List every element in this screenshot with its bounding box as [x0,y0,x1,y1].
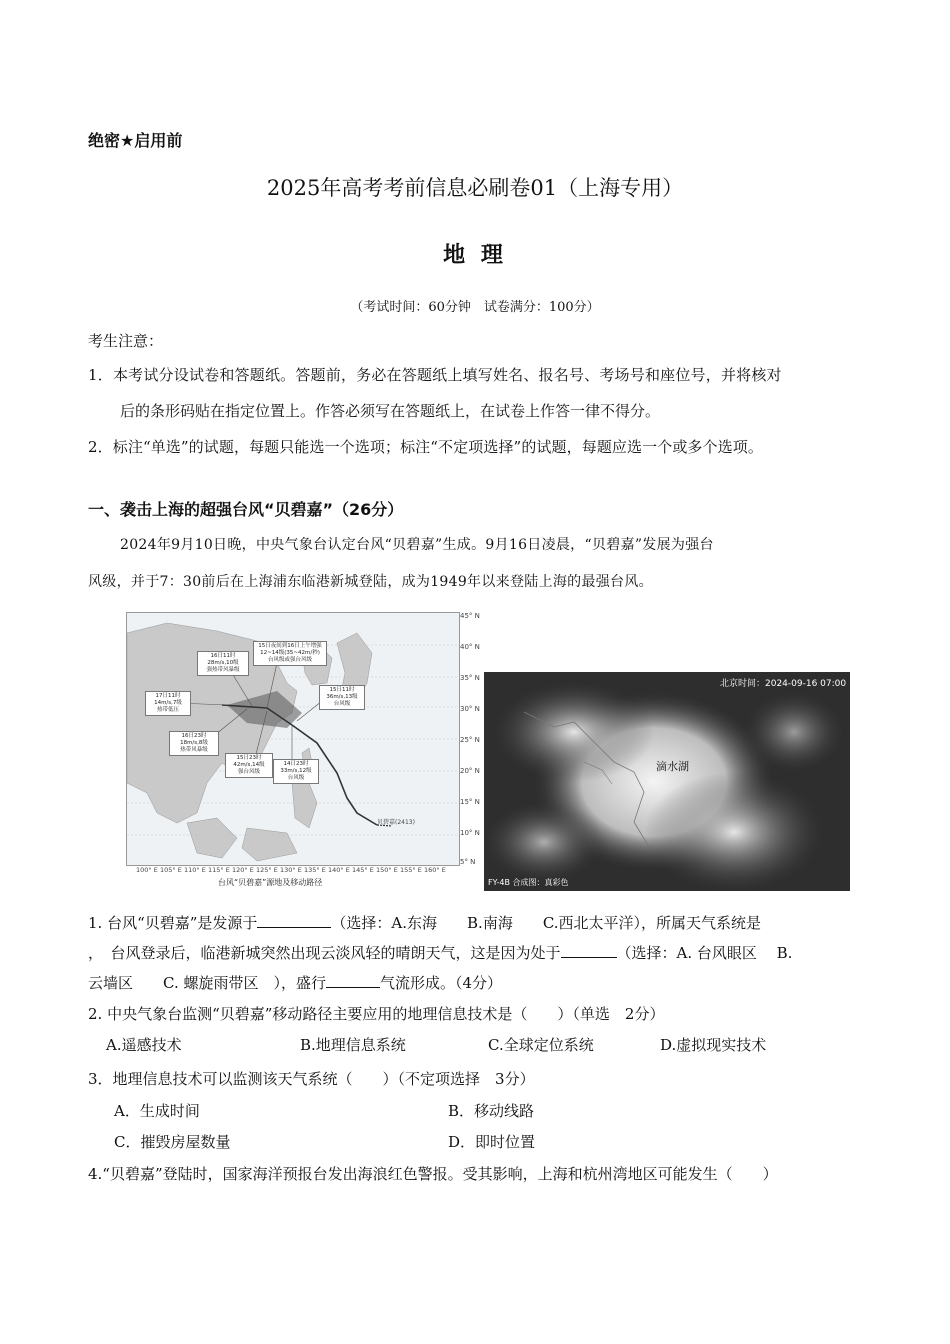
map-callout [169,731,219,756]
callout-text: 14日23时 [283,761,309,767]
callout-text: 17日11时 [155,693,181,699]
callout-text: 热带风暴级 [180,747,208,753]
callout-text: 15日11时 [329,687,355,693]
lat-tick: 35° N [460,674,480,682]
q1-text: 1. 台风“贝碧嘉”是发源于 [88,914,258,932]
callout-text: 33m/s,12级 [280,768,312,774]
satellite-source: FY-4B 合成图：真彩色 [488,878,569,887]
map-callout [319,685,365,710]
lon-tick: 145° E [352,866,374,874]
subject-title: 地 理 [443,243,507,268]
typhoon-track-map [126,612,460,866]
satellite-image [484,672,850,891]
q1-text: 气流形成。（4分） [379,974,503,992]
q1-text: 云墙区 C. 螺旋雨带区 ），盛行 [88,974,326,992]
q1-blank-zone[interactable] [561,942,617,958]
callout-text: 14m/s,7级 [154,700,182,706]
map-callout [197,651,249,676]
lon-tick: 130° E [280,866,302,874]
q2-option-b[interactable]: B.地理信息系统 [300,1036,406,1054]
intro-text-2: 风级，并于7：30前后在上海浦东临港新城登陆，成为1949年以来登陆上海的最强台风。 [88,574,653,590]
callout-text: 16日11时 [210,653,236,659]
lon-tick: 105° E [160,866,182,874]
lat-tick: 25° N [460,736,480,744]
callout-text: 28m/s,10级 [207,660,239,666]
map-callout [145,691,191,716]
callout-text: 16日23时 [181,733,207,739]
callout-text: 15日夜间到16日上午增强 [258,643,322,649]
lon-tick: 115° E [208,866,230,874]
lat-tick: 15° N [460,798,480,806]
lon-tick: 155° E [400,866,422,874]
map-caption: 台风“贝碧嘉”源地及移动路径 [218,878,323,887]
callout-text: 台风级 [287,775,305,781]
satellite-graphic [484,672,850,891]
question-1-line-2 [88,942,792,963]
lake-label: 滴水湖 [656,760,689,773]
map-callout [225,753,273,778]
callout-text: 强热带风暴级 [206,667,240,673]
section-heading: 一、袭击上海的超强台风“贝碧嘉”（26分） [88,500,404,519]
q1-text: （选择：A.东海 B.南海 C.西北太平洋），所属天气系统是 [331,914,762,932]
notice-item-1: 1．本考试分设试卷和答题纸。答题前，务必在答题纸上填写姓名、报名号、考场号和座位号，并将核对 [88,366,782,384]
callout-text: 强台风级 [237,769,260,775]
lat-tick: 5° N [460,858,476,866]
lon-tick: 100° E [136,866,158,874]
callout-text: 18m/s,8级 [180,740,208,746]
q3-option-b[interactable]: B．移动线路 [448,1102,535,1120]
page-title: 2025年高考考前信息必刷卷01（上海专用） [266,176,684,200]
callout-text: 36m/s,13级 [326,694,358,700]
lat-tick: 30° N [460,705,480,713]
map-callout [273,759,319,784]
question-1-line-3 [88,972,502,993]
callout-text: 42m/s,14级 [233,762,265,768]
q1-blank-airflow[interactable] [326,972,380,988]
lon-tick: 125° E [256,866,278,874]
lon-tick: 160° E [424,866,446,874]
lat-tick: 10° N [460,829,480,837]
callout-text: 热带低压 [156,707,179,713]
satellite-timestamp: 北京时间：2024-09-16 07:00 [720,679,847,689]
q1-blank-origin[interactable] [257,912,331,928]
notice-heading: 考生注意： [88,332,164,350]
q2-option-c[interactable]: C.全球定位系统 [488,1036,594,1054]
storm-label: 贝碧嘉(2413) [377,819,415,826]
q3-option-d[interactable]: D．即时位置 [448,1133,536,1151]
intro-text-1: 2024年9月10日晚，中央气象台认定台风“贝碧嘉”生成。9月16日凌晨，“贝碧嘉”发展为强台 [120,537,714,553]
q3-option-c[interactable]: C．摧毁房屋数量 [114,1133,231,1151]
lat-tick: 45° N [460,612,480,620]
lat-tick: 40° N [460,643,480,651]
question-4: 4.“贝碧嘉”登陆时，国家海洋预报台发出海浪红色警报。受其影响，上海和杭州湾地区可能发生（ ） [88,1165,778,1183]
callout-text: 台风级或强台风级 [267,657,312,663]
lon-tick: 120° E [232,866,254,874]
lon-tick: 150° E [376,866,398,874]
callout-text: 12~14级(35~42m/秒) [260,650,320,656]
secret-label: 绝密★启用前 [88,131,183,150]
q1-text: （选择：A. 台风眼区 B. [616,944,793,962]
map-callout [253,641,327,666]
q1-text: ， 台风登录后，临港新城突然出现云淡风轻的晴朗天气，这是因为处于 [88,944,561,962]
lon-tick: 110° E [184,866,206,874]
lon-tick: 140° E [328,866,350,874]
exam-info: （考试时间：60分钟 试卷满分：100分） [350,300,600,315]
q2-option-d[interactable]: D.虚拟现实技术 [660,1036,767,1054]
q2-option-a[interactable]: A.遥感技术 [106,1036,182,1054]
callout-text: 15日23时 [236,755,262,761]
q3-option-a[interactable]: A．生成时间 [114,1102,200,1120]
question-3: 3．地理信息技术可以监测该天气系统（ ）（不定项选择 3分） [88,1070,535,1088]
notice-item-2: 2．标注“单选”的试题，每题只能选一个选项；标注“不定项选择”的试题，每题应选一个或多个选项。 [88,438,763,456]
lat-tick: 20° N [460,767,480,775]
question-1-line-1 [88,912,761,933]
lon-tick: 135° E [304,866,326,874]
question-2: 2. 中央气象台监测“贝碧嘉”移动路径主要应用的地理信息技术是（ ）（单选 2分） [88,1005,665,1023]
callout-text: 台风级 [333,701,351,707]
notice-item-1-cont: 后的条形码贴在指定位置上。作答必须写在答题纸上，在试卷上作答一律不得分。 [120,402,661,420]
